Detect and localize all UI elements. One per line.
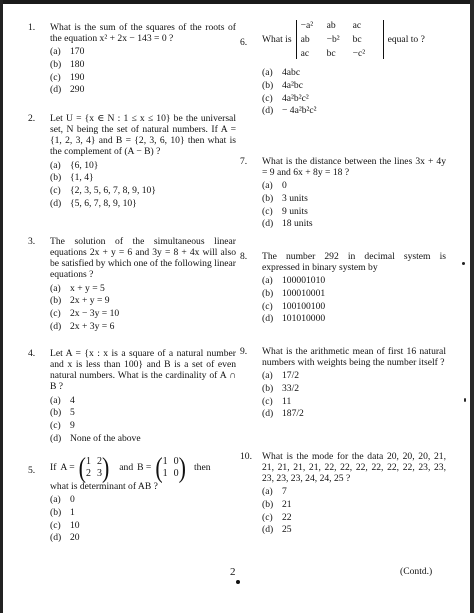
option-d: (d) 18 units: [262, 218, 313, 230]
option-b: (b) {1, 4}: [50, 172, 94, 184]
question-number: 6.: [240, 37, 248, 48]
question-number: 4.: [28, 348, 36, 359]
options: [50, 395, 236, 446]
option-c: (c) 100100100: [262, 300, 326, 312]
option-b: (b) 5: [50, 407, 75, 419]
option-c: (c) 190: [50, 71, 85, 83]
option-b: (b) 2x + y = 9: [50, 295, 110, 307]
option-c: (c) 9: [50, 419, 75, 431]
matrix-b: ( 1 0 1 0 ): [155, 450, 186, 484]
option-c: (c) 2x − 3y = 10: [50, 307, 120, 319]
option-d: (d) 101010000: [262, 313, 326, 325]
question-text: Let A = {x : x is a square of a natural number and x is less than 100} and B is a set of even natural numbers. What is the cardinality of A ∩ B ?: [50, 348, 236, 393]
option-c: (c) 11: [262, 395, 292, 407]
scan-speck: [464, 398, 466, 402]
scan-right-edge: [470, 0, 474, 613]
scan-speck: [462, 262, 465, 265]
options: [262, 180, 446, 231]
option-a: (a) x + y = 5: [50, 282, 105, 294]
question-4: [28, 348, 236, 445]
option-d: (d) {5, 6, 7, 8, 9, 10}: [50, 197, 137, 209]
matrix-a: ( 1 2 2 3 ): [78, 450, 110, 484]
question-8: [240, 251, 446, 326]
option-c: (c) 9 units: [262, 205, 308, 217]
option-b: (b) 1: [50, 507, 75, 518]
options: [50, 46, 236, 97]
scan-left-edge: [0, 0, 3, 613]
question-text: What is the arithmetic mean of first 16 natural numbers with weights being the number itself ?: [262, 346, 446, 369]
options: [50, 160, 236, 211]
option-d: (d) 187/2: [262, 408, 304, 420]
question-text: What is the mode for the data 20, 20, 20, 21, 21, 21, 21, 21, 22, 22, 22, 22, 22, 22, 23, 23, 23, 23, 23, 24, 24, 25 ?: [262, 451, 446, 485]
question-text: Let U = {x ∈ N : 1 ≤ x ≤ 10} be the universal set, N being the set of natural numbers. If A = {1, 2, 3, 4} and B = {2, 3, 6, 10} then what is the complement of (A − B) ?: [50, 113, 236, 158]
option-d: (d) 290: [50, 84, 85, 96]
question-text: What is the sum of the squares of the roots of the equation x² + 2x − 143 = 0 ?: [50, 22, 236, 45]
options: [262, 486, 446, 537]
question-text: The solution of the simultaneous linear equations 2x + y = 6 and 3y = 8 + 4x will also be satisfied by which one of the following linear equations ?: [50, 236, 236, 281]
option-d: (d) None of the above: [50, 432, 141, 444]
question-number: 1.: [28, 22, 36, 33]
question-9: [240, 346, 446, 421]
question-6: [240, 20, 446, 118]
option-a: (a) 100001010: [262, 275, 326, 287]
options: [262, 67, 446, 118]
options: [262, 370, 446, 421]
options: [262, 275, 446, 326]
question-text: What is the distance between the lines 3x + 4y = 9 and 6x + 8y = 18 ?: [262, 156, 446, 179]
continued-label: (Contd.): [400, 566, 433, 577]
option-a: (a) 4abc: [262, 67, 301, 79]
option-c: (c) {2, 3, 5, 6, 7, 8, 9, 10}: [50, 184, 156, 196]
question-7: [240, 156, 446, 231]
options: [50, 283, 236, 334]
question-number: 10.: [240, 451, 252, 462]
determinant: −a² ab ac ab −b² bc ac bc −c²: [296, 20, 384, 59]
question-3: [28, 236, 236, 333]
option-a: (a) 0: [262, 180, 287, 192]
question-text: what is determinant of AB ?: [50, 481, 158, 493]
question-text: The number 292 in decimal system is expressed in binary system by: [262, 251, 446, 274]
option-b: (b) 21: [262, 499, 292, 511]
option-b: (b) 3 units: [262, 192, 308, 204]
option-b: (b) 4a²bc: [262, 80, 303, 92]
question-2: [28, 113, 236, 210]
option-d: (d) 20: [50, 532, 80, 544]
question-5: [28, 450, 236, 545]
matrix-definition: If A = ( 1 2 2 3 ) and B = ( 1 0 1 0 ) then: [50, 450, 211, 484]
question-number: 9.: [240, 346, 248, 357]
option-b: (b) 33/2: [262, 382, 300, 394]
option-a: (a) 0: [50, 494, 75, 506]
determinant-expression: What is −a² ab ac ab −b² bc ac bc −c² equal to ?: [262, 20, 425, 60]
option-d: (d) 25: [262, 524, 292, 536]
option-a: (a) 7: [262, 486, 287, 498]
option-c: (c) 4a²b²c²: [262, 92, 309, 104]
question-number: 8.: [240, 251, 248, 262]
question-number: 2.: [28, 113, 36, 124]
options: [50, 494, 236, 545]
question-number: 3.: [28, 236, 36, 247]
option-a: (a) 4: [50, 394, 75, 406]
option-d: (d) 2x + 3y = 6: [50, 320, 115, 332]
option-b: (b) 100010001: [262, 287, 326, 299]
question-number: 7.: [240, 156, 248, 167]
option-a: (a) 170: [50, 46, 85, 58]
option-c: (c) 22: [262, 511, 292, 523]
option-c: (c) 10: [50, 519, 80, 531]
question-number: 5.: [28, 465, 36, 476]
option-b: (b) 180: [50, 58, 85, 70]
question-1: [28, 22, 236, 97]
scan-top-edge: [0, 0, 474, 4]
option-a: (a) {6, 10}: [50, 159, 99, 171]
page-number-dot: [236, 580, 240, 584]
question-10: [240, 451, 446, 537]
page-number: 2: [230, 566, 236, 578]
option-a: (a) 17/2: [262, 370, 300, 382]
option-d: (d) − 4a²b²c²: [262, 105, 317, 117]
